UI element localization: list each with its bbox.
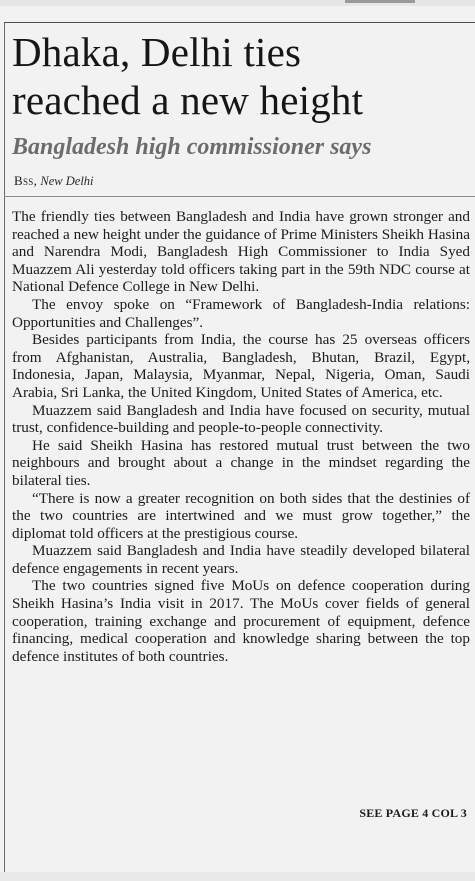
paragraph-7: Muazzem said Bangladesh and India have steadily developed bilateral defence engagements in recent years. [12,542,470,577]
adjacent-article-fragment [345,0,415,3]
article-body [12,208,470,665]
paragraph-2: The envoy spoke on “Framework of Bangladesh-India relations: Opportunities and Challenges”. [12,295,470,331]
top-rule [4,22,475,23]
continuation-jump: SEE PAGE 4 COL 3 [359,806,467,820]
headline-line-2: reached a new height [12,77,364,123]
dateline: New Delhi [40,174,94,188]
clipping-top-edge [0,0,475,6]
article-subhead: Bangladesh high commissioner says [12,134,372,160]
paragraph-8: The two countries signed five MoUs on defence cooperation during Sheikh Hasina’s India visit in 2017. The MoUs cover fields of general cooperation, training exchange and procurement of equipment, defence financing, medical cooperation and knowledge sharing between the top defence institutes of both countries. [12,577,470,665]
paragraph-1: The friendly ties between Bangladesh and India have grown stronger and reached a new height under the guidance of Prime Ministers Sheikh Hasina and Narendra Modi, Bangladesh High Commissioner to India Syed Muazzem Ali yesterday told officers taking part in the 59th NDC course at National Defence College in New Delhi. [12,208,470,296]
paragraph-6: “There is now a greater recognition on both sides that the destinies of the two countries are intertwined and we must grow together,” the diplomat told officers at the prestigious course. [12,489,470,542]
byline [14,173,94,189]
clipping-bottom-edge [0,872,475,881]
headline-line-1: Dhaka, Delhi ties [12,29,302,75]
article-headline [12,28,472,124]
paragraph-5: He said Sheikh Hasina has restored mutual trust between the two neighbours and brought about a change in the mindset regarding the bilateral ties. [12,436,470,489]
byline-rule [4,196,475,197]
paragraph-4: Muazzem said Bangladesh and India have focused on security, mutual trust, confidence-building and people-to-people connectivity. [12,401,470,437]
news-agency: Bss, [14,173,38,188]
paragraph-3: Besides participants from India, the course has 25 overseas officers from Afghanistan, Australia, Bangladesh, Bhutan, Brazil, Egypt, Indonesia, Japan, Malaysia, Myanmar, Nepal, Nigeria, Oman, Saudi Arabia, Sri Lanka, the United Kingdom, United States of America, etc. [12,331,470,401]
